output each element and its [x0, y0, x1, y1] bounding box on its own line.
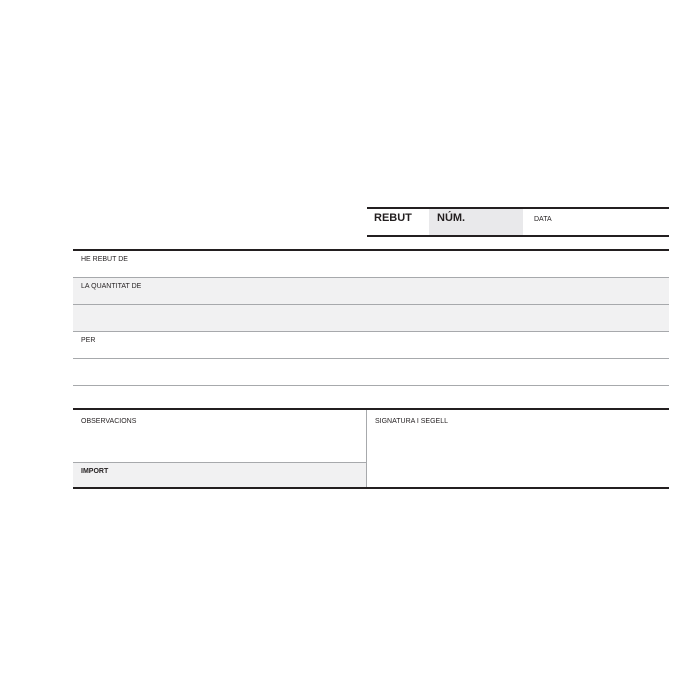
- observations-area[interactable]: [73, 410, 367, 487]
- amount-field[interactable]: [73, 278, 669, 305]
- concept-continuation-field-1[interactable]: [73, 359, 669, 386]
- receipt-number-field[interactable]: NÚM.: [429, 209, 523, 235]
- observations-label: OBSERVACIONS: [81, 418, 137, 425]
- amount-label: LA QUANTITAT DE: [81, 283, 142, 290]
- concept-label: PER: [81, 337, 96, 344]
- receipt-body: [73, 249, 669, 412]
- concept-field[interactable]: [73, 332, 669, 359]
- signature-label: SIGNATURA I SEGELL: [375, 418, 449, 425]
- receipt-footer: [73, 408, 669, 489]
- received-from-label: HE REBUT DE: [81, 256, 128, 263]
- amount-continuation-field[interactable]: [73, 305, 669, 332]
- import-field[interactable]: [73, 462, 366, 487]
- import-label: IMPORT: [81, 468, 109, 475]
- receipt-date-field[interactable]: DATA: [534, 216, 552, 223]
- receipt-header: [367, 207, 669, 237]
- signature-area[interactable]: [367, 410, 669, 487]
- receipt-title: REBUT: [374, 212, 412, 224]
- received-from-field[interactable]: [73, 251, 669, 278]
